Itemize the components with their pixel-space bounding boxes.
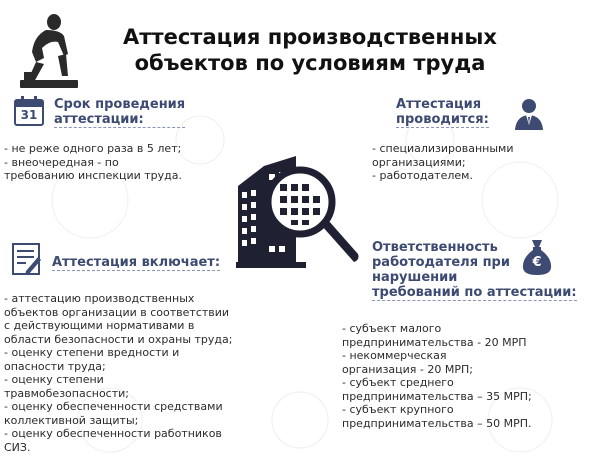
businessman-icon [512, 97, 546, 131]
term-text: - не реже одного раза в 5 лет; - внеочередная - по требованию инспекции труда. [4, 142, 183, 182]
money-bag-symbol: € [532, 255, 542, 270]
conducted-text: - специализированными организациями; - работодателем. [372, 142, 514, 182]
term-heading: Срок проведения аттестации: [54, 97, 186, 127]
liability-heading: Ответственность работодателя при нарушении требований по аттестации: [372, 240, 577, 300]
form-pen-icon [12, 243, 42, 275]
money-bag-icon [521, 238, 553, 276]
title-line-2: объектов по условиям труда [134, 51, 486, 75]
term-heading-wrap [54, 97, 185, 128]
thinker-statue-icon [14, 10, 84, 90]
title-line-1: Аттестация производственных [123, 25, 497, 49]
includes-heading-wrap [52, 251, 220, 271]
includes-heading: Аттестация включает: [52, 255, 221, 270]
includes-text: - аттестацию производственных объектов организации в соответствии с действующими нормативами в области безопасности и охраны труда; - оценку степени вредности и опасности труда; - оценку степени травмобезопасности; - оценку обеспеченности средствами коллективной защиты; - оценку обеспеченности работников СИЗ. [4, 292, 233, 454]
building-magnifier-icon [236, 156, 362, 268]
conducted-heading: Аттестация проводится: [396, 97, 489, 127]
conducted-heading-wrap [396, 97, 489, 128]
calendar-icon [14, 96, 44, 126]
page-title [100, 24, 520, 76]
liability-text: - субъект малого предпринимательства - 20 МРП - некоммерческая организация - 20 МРП; - субъект среднего предпринимательства – 35 МРП; - субъект крупного предпринимательства – 50 МРП. [342, 322, 532, 430]
calendar-day: 31 [20, 108, 38, 122]
